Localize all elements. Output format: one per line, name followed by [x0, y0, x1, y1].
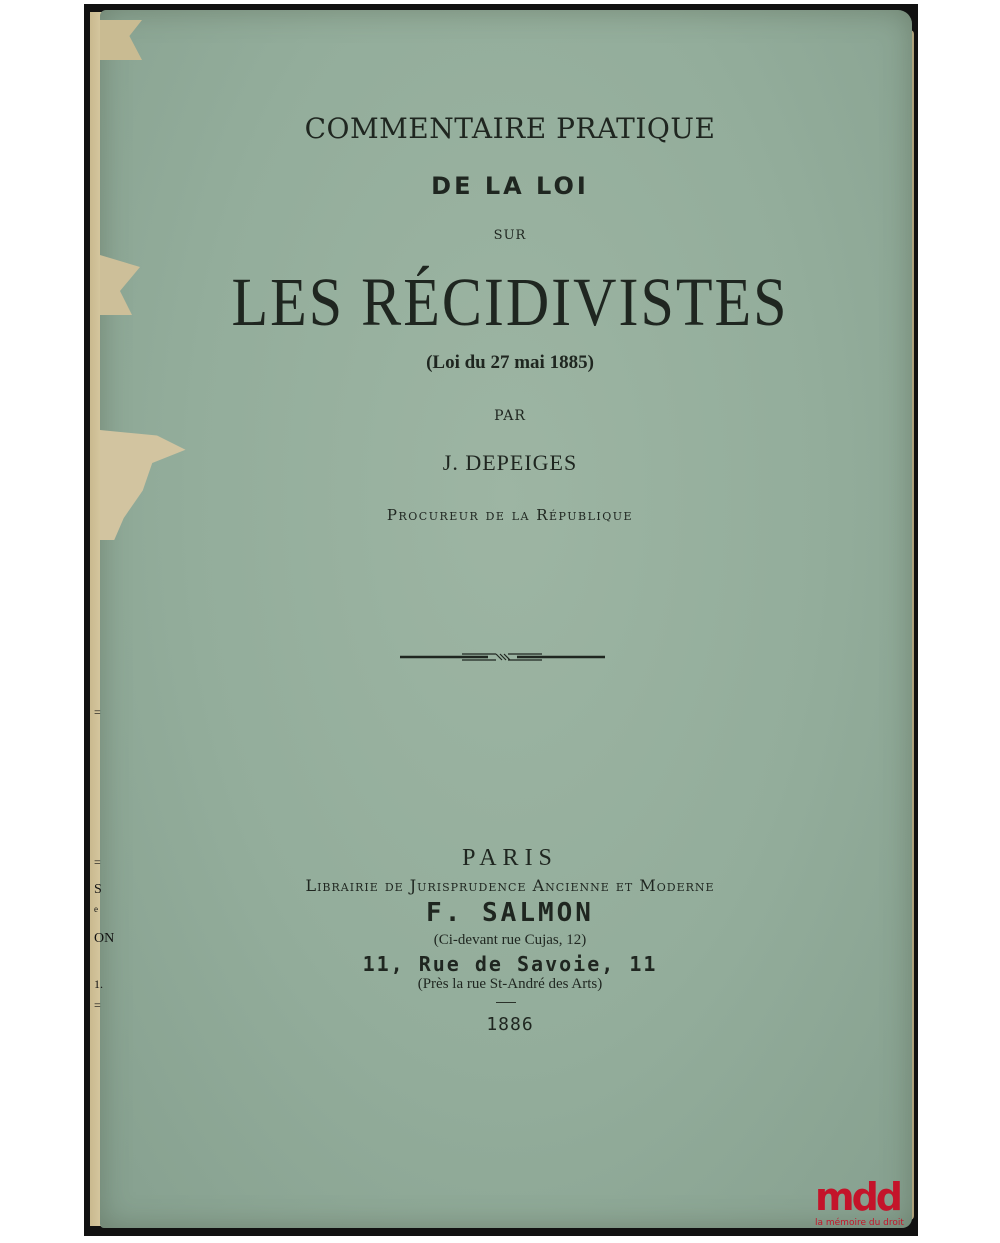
imprint-year: 1886 — [486, 1014, 534, 1035]
spine-mark: = — [94, 998, 101, 1012]
author-name: J. DEPEIGES — [442, 450, 578, 475]
cover-line-3: SUR — [493, 228, 527, 243]
mdd-logo — [815, 1175, 915, 1238]
logo-tagline: la mémoire du droit — [815, 1218, 904, 1228]
cover-line-2: DE LA LOI — [431, 172, 589, 200]
imprint-former-address: (Ci-devant rue Cujas, 12) — [433, 932, 587, 948]
book-title: LES RÉCIDIVISTES — [231, 263, 789, 340]
author-role: Procureur de la République — [386, 506, 634, 524]
imprint-address: 11, Rue de Savoie, 11 — [362, 952, 658, 976]
book-subtitle: (Loi du 27 mai 1885) — [426, 352, 594, 373]
spine-mark: e — [94, 904, 98, 914]
imprint-publisher-name: F. SALMON — [426, 898, 594, 928]
spine-mark: 1. — [94, 977, 103, 991]
spine-mark: = — [94, 855, 101, 869]
spine-mark: S — [94, 882, 102, 897]
imprint-address-note: (Près la rue St-André des Arts) — [417, 976, 603, 992]
imprint-city: PARIS — [462, 845, 558, 871]
by-label: PAR — [494, 408, 526, 424]
spine-mark: ON — [94, 931, 115, 946]
cover-line-1: COMMENTAIRE PRATIQUE — [304, 112, 716, 145]
spine-mark: = — [94, 705, 101, 719]
ornament-divider — [400, 650, 605, 664]
imprint-rule — [496, 1002, 516, 1003]
imprint-publisher-line: Librairie de Jurisprudence Ancienne et Moderne — [305, 876, 715, 895]
logo-mark: mdd — [815, 1175, 900, 1219]
